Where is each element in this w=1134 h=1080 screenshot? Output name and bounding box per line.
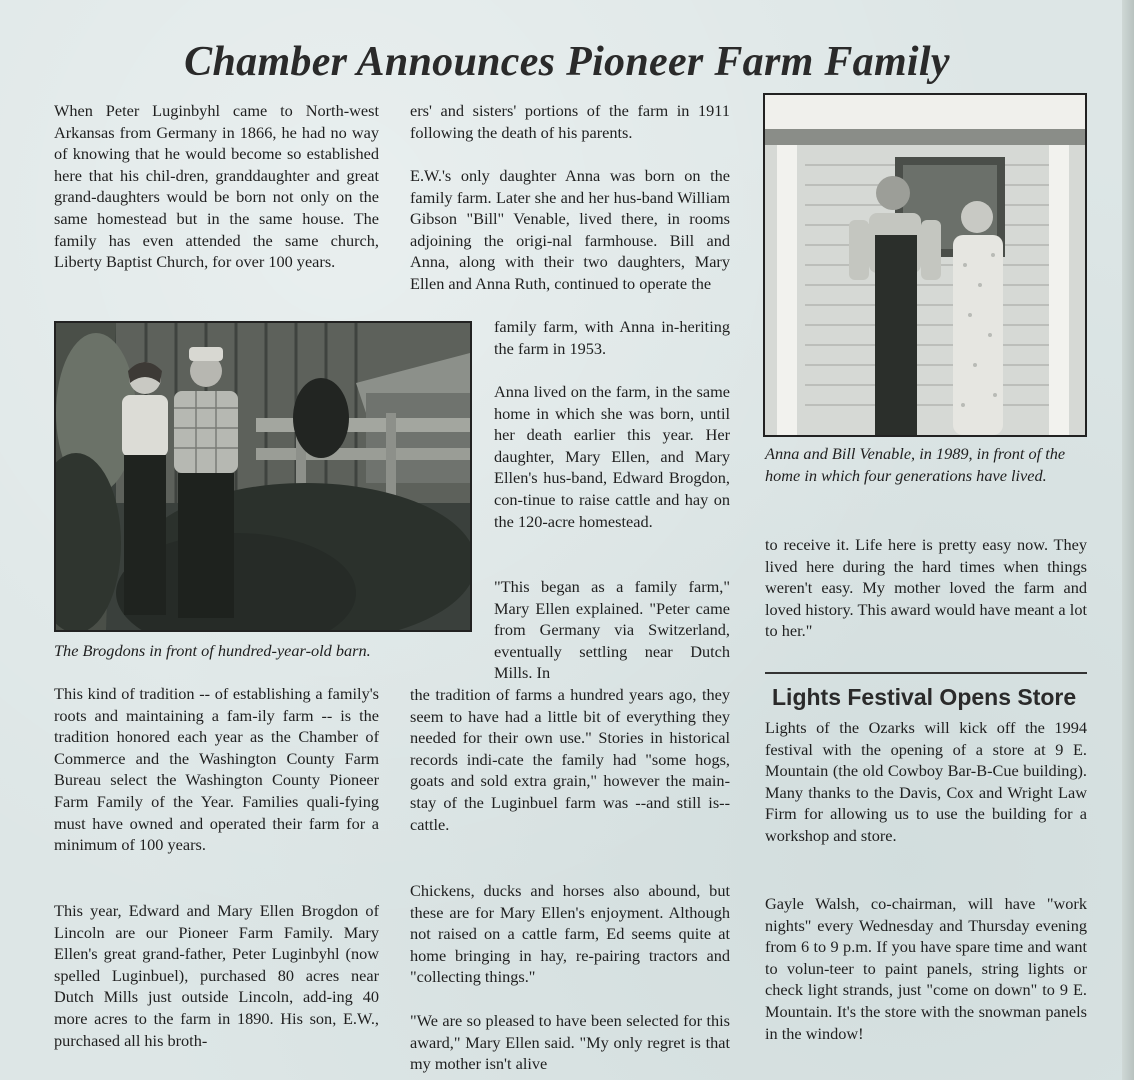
col1-paragraph-1: When Peter Luginbyhl came to North-west Arkansas from Germany in 1866, he had no way of knowing that he would become so established here that his chil-dren, granddaughter and great grand-daughters would be born not only on the same homestead but in the same house. The family has even attended the same church, Liberty Baptist Church, for over 100 years. bbox=[54, 101, 379, 272]
col2-paragraph-6: "We are so pleased to have been selected for this award," Mary Ellen said. "My only regret is that my mother isn't alive bbox=[410, 1011, 730, 1074]
sidebar-title: Lights Festival Opens Store bbox=[772, 684, 1077, 710]
col1-paragraph-3: This year, Edward and Mary Ellen Brogdon of Lincoln are our Pioneer Farm Family. Mary Ellen's great grand-father, Peter Luginbyhl (now spelled Luginbuel), purchased 80 acres near Dutch Mills just outside Lincoln, add-ing 40 more acres to the farm in 1890. His son, E.W., purchased all his broth- bbox=[54, 901, 379, 1050]
sidebar-paragraph-1: Lights of the Ozarks will kick off the 1994 festival with the opening of a store at 9 E. Mountain (the old Cowboy Bar-B-Cue building). Many thanks to the Davis, Cox and Wright Law Firm for allowing us to use the building for a workshop and store. bbox=[765, 718, 1087, 845]
col2-paragraph-3: Anna lived on the farm, in the same home in which she was born, until her death earlier this year. Her daughter, Mary Ellen, and Mary Ellen's hus-band, Edward Brogdon, con-tinue to raise cattle and hay on the 120-acre homestead. bbox=[494, 382, 730, 531]
col2-paragraph-1: ers' and sisters' portions of the farm in 1911 following the death of his parents. bbox=[410, 101, 730, 142]
col2-paragraph-5: Chickens, ducks and horses also abound, but these are for Mary Ellen's enjoyment. Although not raised on a cattle farm, Ed seems quite at home bringing in hay, re-pairing tractors and "collecting things." bbox=[410, 881, 730, 987]
col2-paragraph-2-narrow: family farm, with Anna in-heriting the farm in 1953. bbox=[494, 317, 730, 358]
col2-paragraph-4-wide: the tradition of farms a hundred years ago, they seem to have had a little bit of everything they needed for their own use." Stories in historical records indi-cate the family had "some hogs, goats and sold extra grain," however the main-stay of the Luginbuel farm was --and still is--cattle. bbox=[410, 685, 730, 834]
col3-paragraph-1: to receive it. Life here is pretty easy now. They lived here during the hard times when things weren't easy. My mother loved the farm and loved history. This award would have meant a lot to her." bbox=[765, 535, 1087, 641]
photo1-caption: The Brogdons in front of hundred-year-old barn. bbox=[54, 641, 371, 660]
col2-paragraph-4-narrow: "This began as a family farm," Mary Ellen explained. "Peter came from Germany via Switzerland, eventually settling near Dutch Mills. In bbox=[494, 577, 730, 683]
col1-paragraph-2: This kind of tradition -- of establishing a family's roots and maintaining a fam-ily farm -- is the tradition honored each year as the Chamber of Commerce and the Washington County Farm Bureau select the Washington County Pioneer Farm Family of the Year. Families quali-fying must have owned and operated their farm for a minimum of 100 years. bbox=[54, 684, 379, 855]
sidebar-paragraph-2: Gayle Walsh, co-chairman, will have "work nights" every Wednesday and Thursday evening from 6 to 9 p.m. If you have spare time and want to volun-teer to paint panels, string lights or check light strands, just "come on down" to 9 E. Mountain. It's the store with the snowman panels in the window! bbox=[765, 894, 1087, 1043]
sidebar-divider bbox=[765, 672, 1087, 674]
venables-porch-photo bbox=[763, 93, 1087, 437]
photo2-caption: Anna and Bill Venable, in 1989, in front of the home in which four generations have lived. bbox=[765, 444, 1066, 485]
brogdons-barn-photo bbox=[54, 321, 472, 632]
page-edge bbox=[1122, 0, 1134, 1080]
headline: Chamber Announces Pioneer Farm Family bbox=[184, 39, 950, 85]
col2-paragraph-2-wide: E.W.'s only daughter Anna was born on the family farm. Later she and her hus-band William Gibson "Bill" Venable, lived there, in rooms adjoining the origi-nal farmhouse. Bill and Anna, along with their two daughters, Mary Ellen and Anna Ruth, continued to operate the bbox=[410, 166, 730, 293]
